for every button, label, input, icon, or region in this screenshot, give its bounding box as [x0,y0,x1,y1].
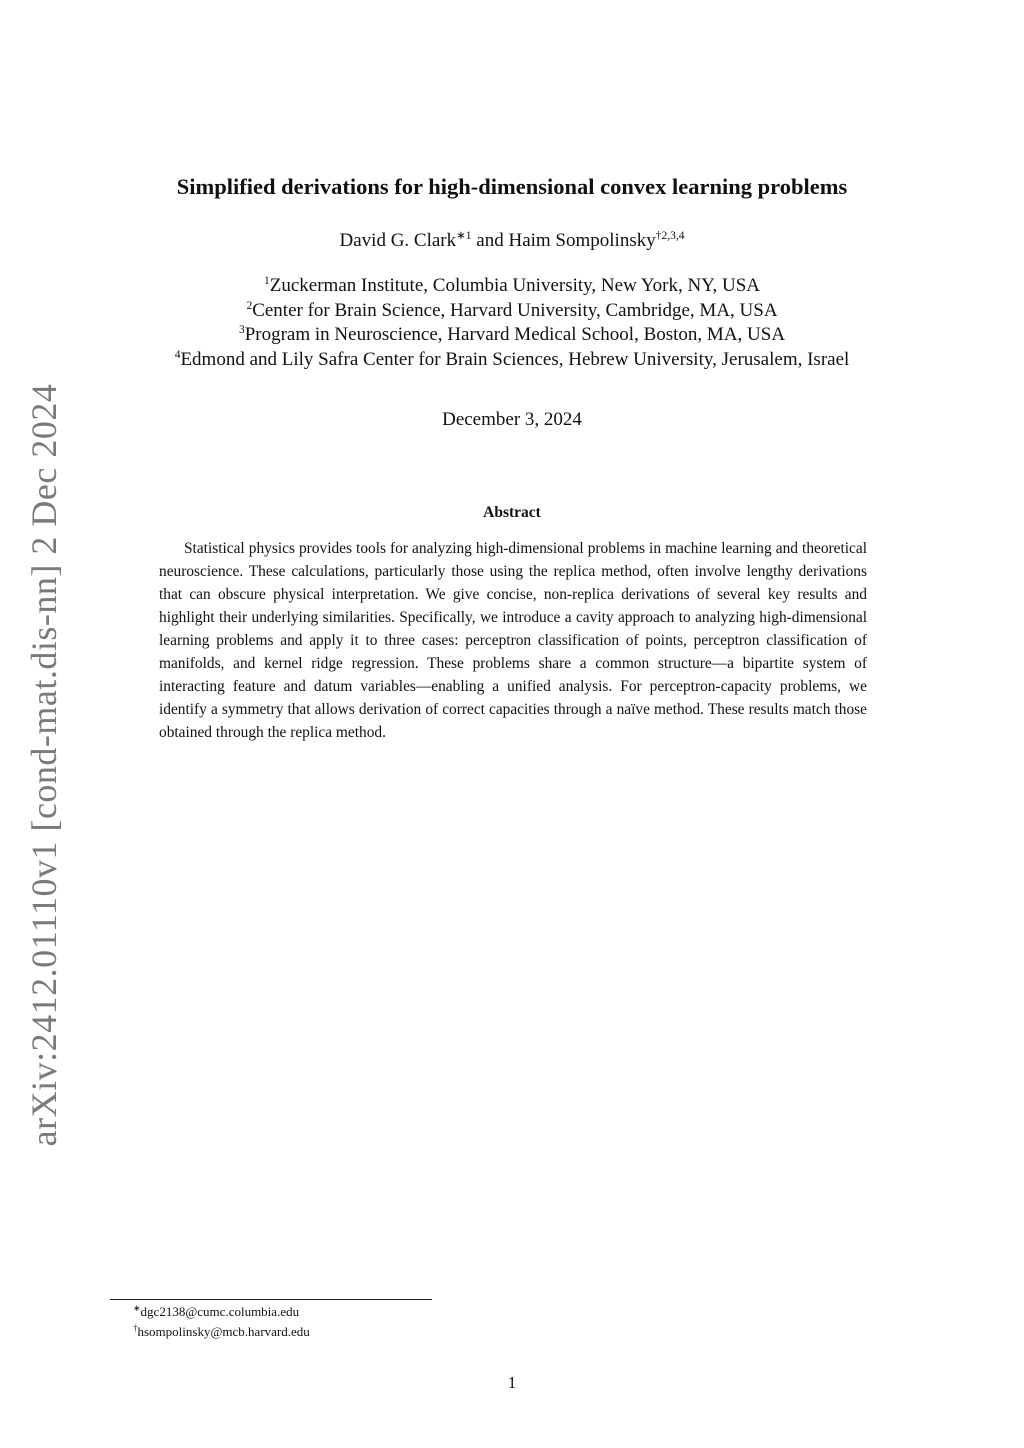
arxiv-identifier-stamp: arXiv:2412.01110v1 [cond-mat.dis-nn] 2 Dec 2024 [24,383,64,1147]
footnote [133,1302,310,1322]
abstract-body: Statistical physics provides tools for analyzing high-dimensional problems in machine learning and theoretical neuroscience. These calculations, particularly those using the replica method, often involve lengthy derivations that can obscure physical interpretation. We give concise, non-replica derivations of several key results and highlight their underlying similarities. Specifically, we introduce a cavity approach to analyzing high-dimensional learning problems and apply it to three cases: perceptron classification of points, perceptron classification of manifolds, and kernel ridge regression. These problems share a common structure—a bipartite system of interacting feature and datum variables—enabling a unified analysis. For perceptron-capacity problems, we identify a symmetry that allows derivation of correct capacities through a naïve method. These results match those obtained through the replica method. [159,540,867,741]
footnote-mark: ∗ [133,1303,141,1313]
footnote-divider [110,1299,432,1300]
footnote-email: dgc2138@cumc.columbia.edu [140,1304,300,1319]
affiliation-line [0,323,1024,348]
affiliation-text: Center for Brain Science, Harvard University, Cambridge, MA, USA [252,299,778,321]
affiliation-text: Edmond and Lily Safra Center for Brain Sciences, Hebrew University, Jerusalem, Israel [180,348,850,370]
affiliation-line [0,348,1024,373]
publication-date: December 3, 2024 [442,409,582,430]
author-conjunction: and [476,230,504,251]
footnote [133,1322,310,1342]
footnote-mark: † [133,1323,138,1333]
affiliation-text: Zuckerman Institute, Columbia University, New York, NY, USA [269,275,761,296]
affiliation-number: 2 [246,299,253,312]
affiliation-line [0,274,1024,299]
affiliation-number: 4 [174,348,181,361]
abstract-heading: Abstract [483,504,541,521]
footnote-email: hsompolinsky@mcb.harvard.edu [137,1324,310,1339]
page-number: 1 [507,1373,517,1392]
author-line [0,230,1024,252]
author-affiliation-marks: ∗1 [456,230,472,242]
affiliation-line [0,299,1024,324]
affiliation-text: Program in Neuroscience, Harvard Medical School, Boston, MA, USA [244,324,786,345]
author-name: Haim Sompolinsky [508,230,656,251]
affiliation-number: 1 [263,275,270,287]
author-affiliation-marks: †2,3,4 [655,230,685,242]
paper-title: Simplified derivations for high-dimensional convex learning problems [176,174,848,199]
footnote-list [133,1302,310,1342]
affiliation-list [0,274,1024,372]
author-name: David G. Clark [339,230,457,251]
affiliation-number: 3 [238,324,245,336]
